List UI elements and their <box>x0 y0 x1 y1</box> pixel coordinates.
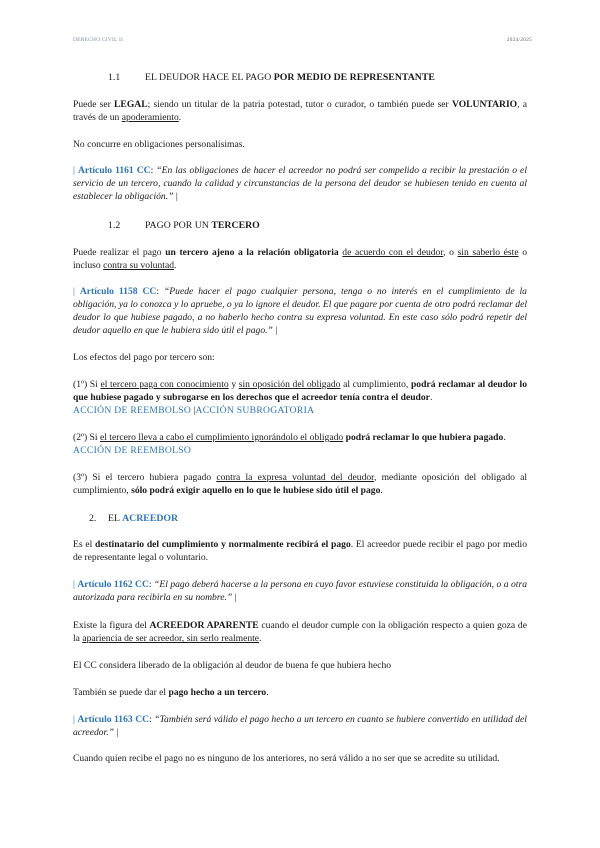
p1-voluntario: VOLUNTARIO <box>451 99 518 110</box>
paragraph-buena-fe: El CC considera liberado de la obligación al deudor de buena fe que hubiera hecho <box>73 660 392 671</box>
p1-a: Puede ser <box>73 99 115 110</box>
section-2-title <box>108 513 178 524</box>
paragraph-efectos: Los efectos del pago por tercero son: <box>73 352 215 363</box>
e2-a: el tercero lleva a cabo el cumplimiento ignorándolo el obligado <box>99 432 344 443</box>
p8-a: También se puede dar el <box>73 687 169 698</box>
a1162-sep: : <box>148 579 155 590</box>
section-2-number: 2. <box>89 513 97 524</box>
e1-e: podrá reclamar al deudor lo que hubiese pagado y subrogarse en los derechos que el acreedor tenía contra el deudor <box>73 379 528 403</box>
a1161-bar: | <box>73 165 78 176</box>
p1-e: , a través de un <box>73 99 528 123</box>
section-1-1-title <box>145 72 435 83</box>
p6-a: Existe la figura del <box>73 620 150 631</box>
p1-apoderamiento: apoderamiento <box>121 112 179 123</box>
p3-i: . <box>174 260 177 271</box>
section-1-2-title-b: TERCERO <box>211 220 260 231</box>
e3-d: . <box>380 485 383 496</box>
p6-d: apariencia de ser acreedor, sin serlo realmente <box>82 633 260 644</box>
e1-sep: | <box>191 405 196 416</box>
paragraph-pago-tercero <box>73 686 527 699</box>
a1163-sep: : <box>149 714 155 725</box>
article-1161 <box>73 164 527 203</box>
header-subject: DERECHO CIVIL II <box>73 37 124 43</box>
a1163-end: | <box>113 727 119 738</box>
p3-b: un tercero ajeno a la relación obligatoria <box>165 247 339 258</box>
a1163-ref: Artículo 1163 CC <box>77 714 150 725</box>
paragraph-acreedor-aparente <box>73 619 527 645</box>
e1-d: al cumplimiento, <box>340 379 411 390</box>
e2-c: podrá reclamar lo que hubiera pagado <box>345 432 504 443</box>
effect-1 <box>73 378 527 417</box>
a1163-quote: “También será válido el pago hecho a un tercero en cuanto se hubiere convertido en utilidad del acreedor.” <box>73 714 527 738</box>
p3-d: de acuerdo con el deudor <box>342 247 444 258</box>
effect-3 <box>73 471 527 497</box>
header-year: 2024/2025 <box>506 37 532 43</box>
a1158-quote: “Puede hacer el pago cualquier persona, tenga o no interés en el cumplimiento de la obligación, ya lo conozca y lo apruebe, o ya lo ignore el deudor. El que pagare por cuenta de otro podrá reclamar del deudor lo que hubiese pagado, a no haberlo hecho contra su expresa voluntad. En este caso sólo podrá repetir del deudor aquello en que le hubiera sido útil el pago.” <box>73 286 527 336</box>
section-1-2-title <box>145 220 260 231</box>
a1158-bar: | <box>73 286 80 297</box>
a1162-end: | <box>232 592 237 603</box>
a1162-quote: “El pago deberá hacerse a la persona en cuyo favor estuviese constituida la obligación, o a otra autorizada para recibirla en su nombre.” <box>73 579 527 603</box>
a1162-ref: Artículo 1162 CC <box>77 579 149 590</box>
section-1-2-number: 1.2 <box>108 220 121 231</box>
e1-f: . <box>429 392 433 403</box>
p3-h: contra su voluntad <box>103 260 174 271</box>
p3-a: Puede realizar el pago <box>73 247 166 258</box>
e3-a: contra la expresa voluntad del deudor <box>216 472 374 483</box>
e2-n: (2º) Si <box>73 432 100 443</box>
a1162-bar: | <box>73 579 78 590</box>
article-1163 <box>73 713 527 739</box>
e1-c: sin oposición del obligado <box>238 379 341 390</box>
effect-2 <box>73 431 527 457</box>
paragraph-acreedor <box>73 538 527 564</box>
e1-b: y <box>228 379 239 390</box>
a1158-end: | <box>272 325 278 336</box>
p5-a: Es el <box>73 539 96 550</box>
a1163-bar: | <box>73 714 78 725</box>
p3-e: , o <box>443 247 458 258</box>
a1158-ref: Artículo 1158 CC <box>79 286 157 297</box>
a1161-sep: : <box>150 165 157 176</box>
p6-e: . <box>259 633 262 644</box>
e2-accion-reembolso: ACCIÓN DE REEMBOLSO <box>73 445 192 456</box>
section-2-title-a: EL <box>108 513 123 524</box>
paragraph-personalisimas: No concurre en obligaciones personalísimas. <box>73 139 245 150</box>
e3-n: (3º) Si el tercero hubiera pagado <box>73 472 217 483</box>
p8-c: . <box>266 687 269 698</box>
a1161-end: | <box>173 191 178 202</box>
e3-c: sólo podrá exigir aquello en lo que le hubiese sido útil el pago <box>131 485 381 496</box>
p5-b: destinatario del cumplimiento y normalmente recibirá el pago <box>95 539 351 550</box>
p3-g: o incluso <box>73 247 527 271</box>
e3-b: , mediante oposición del obligado al cumplimiento, <box>73 472 528 496</box>
p3-f: sin saberlo éste <box>457 247 519 258</box>
section-1-2-title-a: PAGO POR UN <box>145 220 212 231</box>
p8-b: pago hecho a un tercero <box>168 687 267 698</box>
e1-accion-reembolso: ACCIÓN DE REEMBOLSO <box>73 405 192 416</box>
a1158-sep: : <box>156 286 164 297</box>
section-2-title-b: ACREEDOR <box>122 513 179 524</box>
section-1-1-title-a: EL DEUDOR HACE EL PAGO <box>145 72 274 83</box>
p1-c: ; siendo un titular de la patria potestad, tutor o curador, o también puede ser <box>147 99 452 110</box>
paragraph-no-valido: Cuando quien recibe el pago no es ninguno de los anteriores, no será válido a no ser que se acredite su utilidad. <box>73 753 500 764</box>
section-1-1-title-b: POR MEDIO DE REPRESENTANTE <box>273 72 435 83</box>
p6-b: ACREEDOR APARENTE <box>149 620 259 631</box>
e1-accion-subrogatoria: ACCIÓN SUBROGATORIA <box>195 405 315 416</box>
article-1162 <box>73 578 527 604</box>
a1161-quote: “En las obligaciones de hacer el acreedor no podrá ser compelido a recibir la prestación o el servicio de un tercero, cuando la calidad y circunstancias de la persona del deudor se hubiesen tenido en cuenta al establecer la obligación.” <box>73 165 527 202</box>
p5-c: . El acreedor puede recibir el pago por medio de representante legal o voluntario. <box>73 539 527 563</box>
e1-n: (1º) Si <box>73 379 101 390</box>
paragraph-representante <box>73 98 527 124</box>
section-1-1-number: 1.1 <box>108 72 121 83</box>
a1161-ref: Artículo 1161 CC <box>77 165 151 176</box>
paragraph-tercero <box>73 246 527 272</box>
p6-c: cuando el deudor cumple con la obligación respecto a quien goza de la <box>73 620 527 644</box>
article-1158 <box>73 285 527 337</box>
p1-g: . <box>178 112 182 123</box>
e2-d: . <box>503 432 506 443</box>
p1-legal: LEGAL <box>114 99 148 110</box>
e1-a: el tercero paga con conocimiento <box>100 379 229 390</box>
